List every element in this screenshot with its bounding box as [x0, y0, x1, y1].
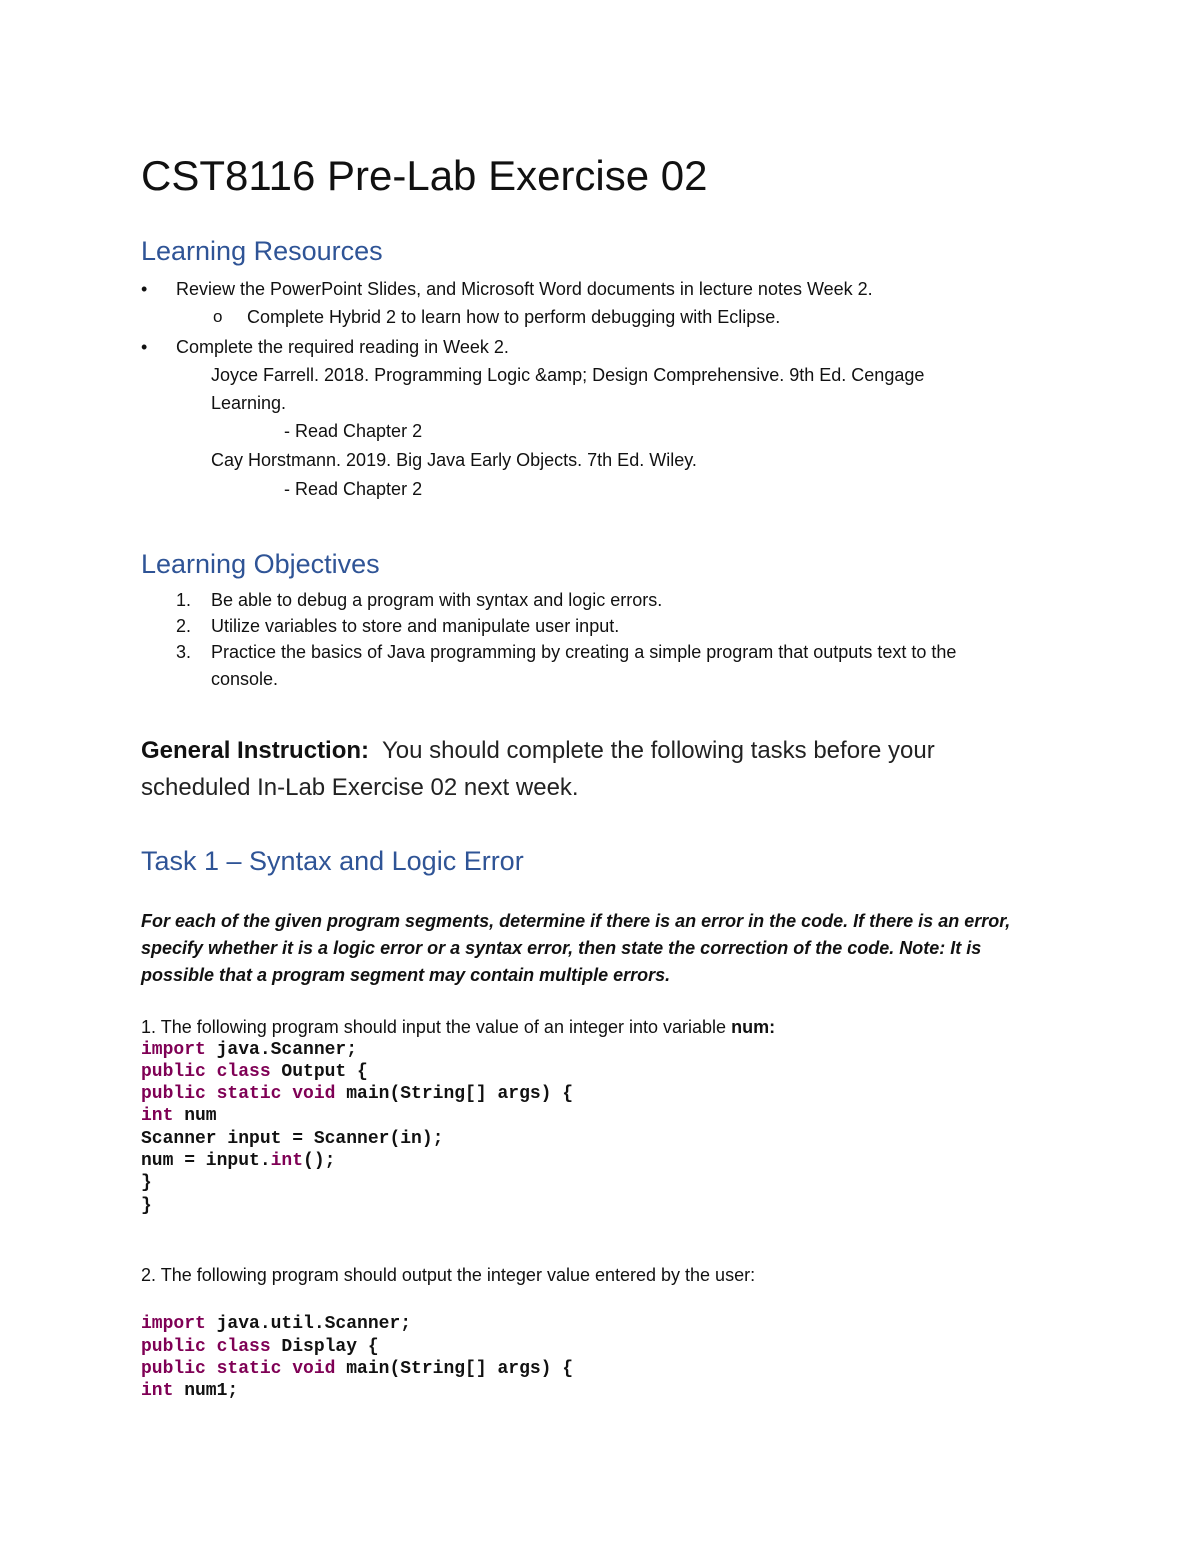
code-line	[141, 1151, 335, 1171]
code-line	[141, 1337, 379, 1357]
code-keyword: public static void	[141, 1359, 336, 1379]
resource-bullet-2: Complete the required reading in Week 2.	[176, 337, 509, 357]
code-text: java.util.Scanner;	[205, 1314, 412, 1334]
code-line	[141, 1381, 238, 1401]
code-line	[141, 1173, 152, 1193]
general-instruction	[141, 737, 935, 765]
code-text: main(String[] args) {	[335, 1359, 574, 1379]
bullet-icon: •	[141, 337, 148, 357]
code-keyword: public static void	[141, 1084, 336, 1104]
question-colon: :	[769, 1017, 776, 1037]
code-text: main(String[] args) {	[335, 1084, 574, 1104]
reference-farrell-cont: Learning.	[211, 393, 287, 413]
code-text: }	[141, 1196, 152, 1216]
objective-item: Be able to debug a program with syntax and logic errors.	[211, 590, 663, 610]
code-keyword: public class	[141, 1337, 271, 1357]
code-line	[141, 1084, 573, 1104]
objective-item: Utilize variables to store and manipulate user input.	[211, 616, 620, 636]
learning-resources-heading: Learning Resources	[141, 236, 383, 266]
code-line	[141, 1129, 443, 1149]
objective-item: Practice the basics of Java programming by creating a simple program that outputs text to the	[211, 642, 957, 662]
code-text: Display {	[270, 1337, 379, 1357]
code-keyword: int	[141, 1106, 174, 1126]
code-text: Scanner input = Scanner(in);	[141, 1129, 444, 1149]
question-number: 2.	[141, 1265, 157, 1285]
general-instruction-label: General Instruction:	[141, 737, 370, 764]
reference-horstmann: Cay Horstmann. 2019. Big Java Early Objects. 7th Ed. Wiley.	[211, 450, 697, 470]
task1-heading: Task 1 – Syntax and Logic Error	[141, 846, 524, 876]
task1-instruction-line: possible that a program segment may contain multiple errors.	[141, 965, 671, 985]
reference-farrell-reading: - Read Chapter 2	[284, 421, 423, 441]
question-text: The following program should output the integer value entered by the user:	[160, 1265, 756, 1285]
objective-number: 3.	[176, 642, 192, 662]
code-line	[141, 1314, 411, 1334]
code-text: }	[141, 1173, 152, 1193]
page-title: CST8116 Pre-Lab Exercise 02	[141, 152, 708, 199]
code-keyword: public class	[141, 1062, 271, 1082]
objective-number: 2.	[176, 616, 192, 636]
code-text: num1;	[173, 1381, 239, 1401]
objective-item-cont: console.	[211, 669, 279, 689]
reference-farrell: Joyce Farrell. 2018. Programming Logic &amp; Design Comprehensive. 9th Ed. Cengage	[211, 365, 925, 385]
question-text: The following program should input the value of an integer into variable	[160, 1017, 727, 1037]
code-text: java.Scanner;	[205, 1040, 358, 1060]
code-line	[141, 1359, 573, 1379]
learning-objectives-heading: Learning Objectives	[141, 549, 380, 579]
question-2	[141, 1265, 755, 1286]
task1-instruction-line: For each of the given program segments, determine if there is an error in the code. If there is an error,	[141, 911, 1011, 931]
question-variable: num	[731, 1017, 770, 1037]
general-instruction-cont: scheduled In-Lab Exercise 02 next week.	[141, 774, 579, 801]
code-keyword: int	[141, 1381, 174, 1401]
code-line	[141, 1040, 357, 1060]
code-line	[141, 1106, 217, 1126]
code-keyword: int	[270, 1151, 304, 1171]
general-instruction-text: You should complete the following tasks before your	[381, 737, 935, 764]
objective-number: 1.	[176, 590, 192, 610]
code-line	[141, 1196, 152, 1216]
resource-sub-bullet-1: Complete Hybrid 2 to learn how to perform debugging with Eclipse.	[247, 307, 781, 327]
reference-horstmann-reading: - Read Chapter 2	[284, 479, 423, 499]
code-text: Output {	[270, 1062, 368, 1082]
code-line	[141, 1062, 368, 1082]
bullet-icon: •	[141, 279, 148, 299]
question-number: 1.	[141, 1017, 157, 1037]
code-text: num	[173, 1106, 217, 1126]
code-text: num = input.	[141, 1151, 271, 1171]
task1-instruction-line: specify whether it is a logic error or a syntax error, then state the correction of the code. Note: It is	[141, 938, 982, 958]
code-keyword: import	[141, 1040, 206, 1060]
code-keyword: import	[141, 1314, 206, 1334]
code-text: ();	[303, 1151, 336, 1171]
resource-bullet-1: Review the PowerPoint Slides, and Microsoft Word documents in lecture notes Week 2.	[176, 279, 873, 299]
sub-bullet-icon: o	[213, 307, 223, 326]
question-1	[141, 1017, 775, 1038]
